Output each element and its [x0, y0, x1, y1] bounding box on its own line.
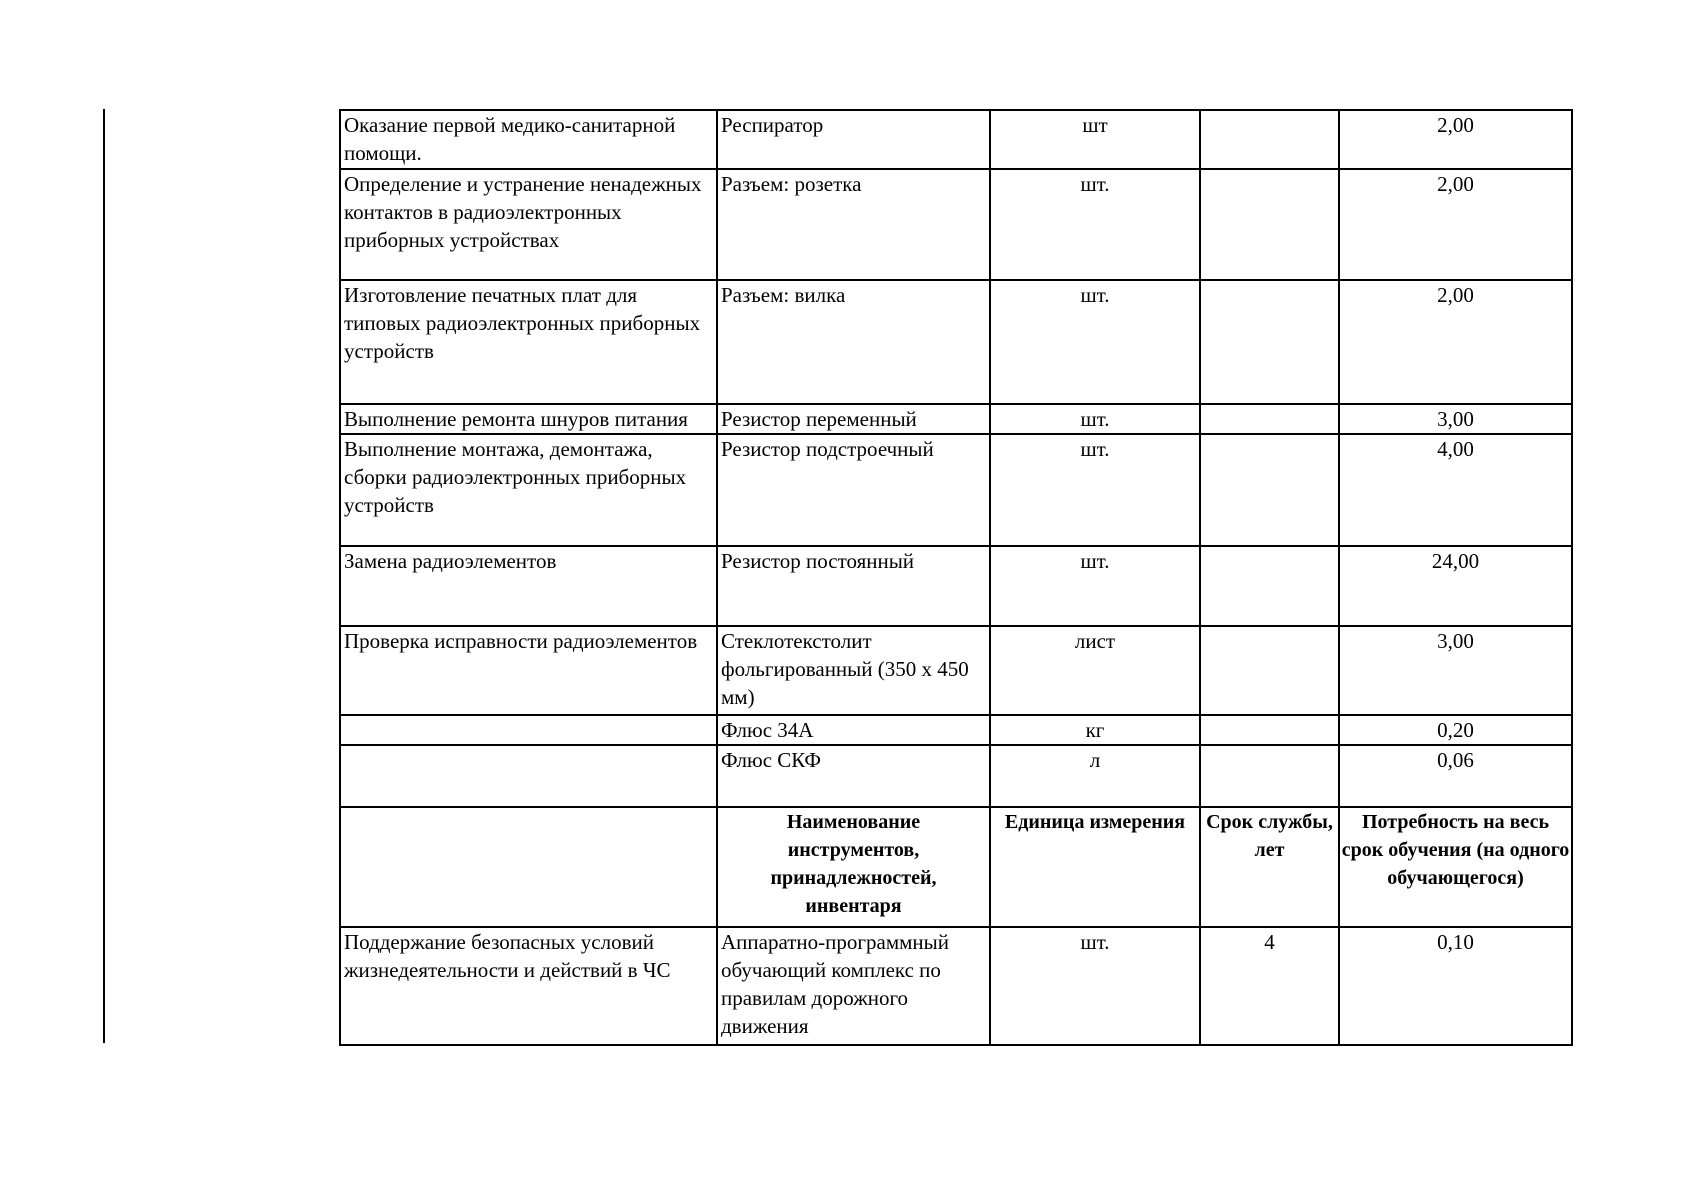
header-empty-cell: [340, 807, 717, 927]
service-life-cell: [1200, 169, 1339, 280]
unit-cell: шт.: [990, 434, 1200, 546]
unit-cell: кг: [990, 715, 1200, 745]
section-header-row: [340, 807, 1572, 927]
unit-cell: л: [990, 745, 1200, 807]
activity-cell: Замена радиоэлементов: [340, 546, 717, 626]
unit-cell: шт.: [990, 169, 1200, 280]
quantity-cell: 0,10: [1339, 927, 1572, 1045]
unit-cell: шт.: [990, 927, 1200, 1045]
item-name-cell: Флюс СКФ: [717, 745, 990, 807]
quantity-cell: 24,00: [1339, 546, 1572, 626]
service-life-cell: [1200, 404, 1339, 434]
item-name-cell: Разъем: розетка: [717, 169, 990, 280]
service-life-cell: [1200, 434, 1339, 546]
service-life-cell: [1200, 715, 1339, 745]
table-row: [340, 404, 1572, 434]
table-row: [340, 434, 1572, 546]
unit-cell: шт.: [990, 546, 1200, 626]
item-name-cell: Резистор переменный: [717, 404, 990, 434]
service-life-cell: [1200, 626, 1339, 715]
activity-cell: Выполнение монтажа, демонтажа, сборки радиоэлектронных приборных устройств: [340, 434, 717, 546]
table-row: [340, 927, 1572, 1045]
item-name-cell: Резистор постоянный: [717, 546, 990, 626]
materials-table: [339, 109, 1573, 1046]
service-life-cell: [1200, 280, 1339, 404]
header-quantity: Потребность на весь срок обучения (на одного обучающегося): [1339, 807, 1572, 927]
item-name-cell: Аппаратно-программный обучающий комплекс по правилам дорожного движения: [717, 927, 990, 1045]
activity-cell: Выполнение ремонта шнуров питания: [340, 404, 717, 434]
unit-cell: шт.: [990, 280, 1200, 404]
activity-cell: Изготовление печатных плат для типовых радиоэлектронных приборных устройств: [340, 280, 717, 404]
quantity-cell: 2,00: [1339, 110, 1572, 169]
activity-cell: Оказание первой медико-санитарной помощи.: [340, 110, 717, 169]
unit-cell: лист: [990, 626, 1200, 715]
activity-cell: Поддержание безопасных условий жизнедеятельности и действий в ЧС: [340, 927, 717, 1045]
activity-cell: Определение и устранение ненадежных контактов в радиоэлектронных приборных устройствах: [340, 169, 717, 280]
unit-cell: шт: [990, 110, 1200, 169]
quantity-cell: 0,20: [1339, 715, 1572, 745]
quantity-cell: 2,00: [1339, 169, 1572, 280]
table-row: [340, 626, 1572, 715]
activity-cell: [340, 745, 717, 807]
header-service-life: Срок службы, лет: [1200, 807, 1339, 927]
quantity-cell: 3,00: [1339, 404, 1572, 434]
activity-cell: Проверка исправности радиоэлементов: [340, 626, 717, 715]
table-row: [340, 169, 1572, 280]
table-row: [340, 715, 1572, 745]
table-row: [340, 745, 1572, 807]
service-life-cell: [1200, 546, 1339, 626]
header-unit: Единица измерения: [990, 807, 1200, 927]
table-row: [340, 110, 1572, 169]
quantity-cell: 0,06: [1339, 745, 1572, 807]
service-life-cell: [1200, 745, 1339, 807]
table-row: [340, 280, 1572, 404]
item-name-cell: Респиратор: [717, 110, 990, 169]
header-item-name: Наименование инструментов, принадлежностей, инвентаря: [717, 807, 990, 927]
quantity-cell: 3,00: [1339, 626, 1572, 715]
quantity-cell: 2,00: [1339, 280, 1572, 404]
item-name-cell: Разъем: вилка: [717, 280, 990, 404]
activity-cell: [340, 715, 717, 745]
item-name-cell: Резистор подстроечный: [717, 434, 990, 546]
unit-cell: шт.: [990, 404, 1200, 434]
table-row: [340, 546, 1572, 626]
left-margin-line: [103, 109, 105, 1043]
service-life-cell: [1200, 110, 1339, 169]
item-name-cell: Флюс 34А: [717, 715, 990, 745]
quantity-cell: 4,00: [1339, 434, 1572, 546]
item-name-cell: Стеклотекстолит фольгированный (350 х 450 мм): [717, 626, 990, 715]
service-life-cell: 4: [1200, 927, 1339, 1045]
